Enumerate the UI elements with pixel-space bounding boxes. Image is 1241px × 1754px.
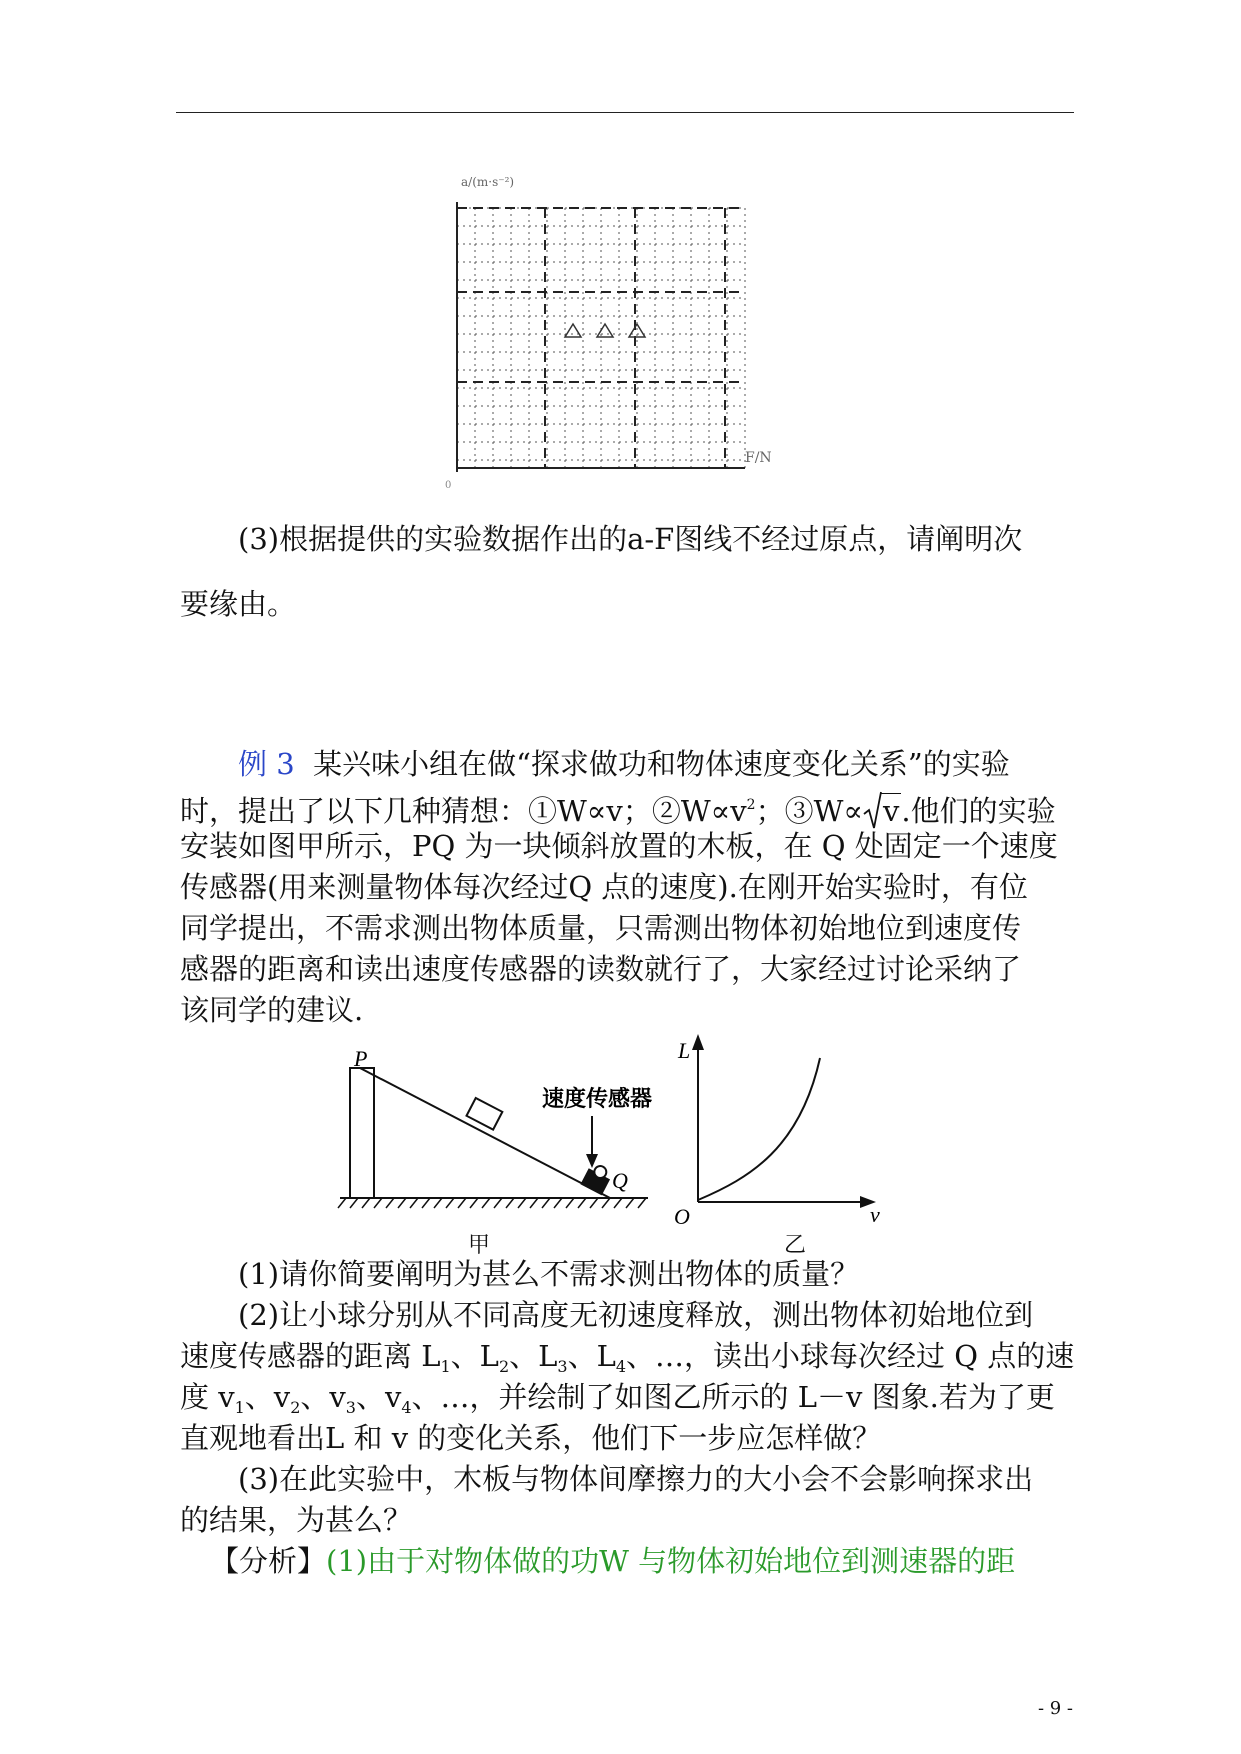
q3-text-line1: (3)根据提供的实验数据作出的a-F图线不经过原点，请阐明次 bbox=[238, 522, 1023, 556]
example-figures bbox=[330, 1028, 950, 1258]
question-2-line1: (2)让小球分别从不同高度无初速度释放，测出物体初始地位到 bbox=[238, 1298, 1034, 1332]
ground-hatch bbox=[614, 1198, 622, 1208]
ground-hatch bbox=[410, 1198, 418, 1208]
graph-x-label: F/N bbox=[745, 450, 772, 466]
data-triangles bbox=[565, 324, 645, 337]
graph-origin: 0 bbox=[445, 480, 452, 490]
wooden-block bbox=[467, 1098, 503, 1130]
l-v-curve bbox=[698, 1058, 820, 1200]
caption-yi: 乙 bbox=[784, 1233, 807, 1258]
q3-text-line2: 要缘由。 bbox=[180, 587, 297, 621]
ground-hatch bbox=[398, 1198, 406, 1208]
page-number: - 9 - bbox=[1037, 1698, 1073, 1719]
ground-hatch bbox=[602, 1198, 610, 1208]
ground-hatch bbox=[518, 1198, 526, 1208]
axis-v-label: v bbox=[870, 1202, 880, 1227]
ground-hatch bbox=[494, 1198, 502, 1208]
ground-hatch bbox=[386, 1198, 394, 1208]
ground-hatch bbox=[578, 1198, 586, 1208]
origin-label: O bbox=[674, 1204, 690, 1229]
ground-hatch bbox=[446, 1198, 454, 1208]
incline-figure-jia bbox=[330, 1028, 950, 1248]
question-3-line2: 的结果，为甚么？ bbox=[180, 1503, 413, 1537]
example-line6: 感器的距离和读出速度传感器的读数就行了，大家经过讨论采纳了 bbox=[180, 952, 1022, 986]
caption-jia: 甲 bbox=[468, 1233, 491, 1258]
question-2-line3: 度 $v_1$、$v_2$、$v_3$、$v_4$、…，并绘制了如图乙所示的 L－v 图象.若为了更 bbox=[180, 1380, 1055, 1417]
ground-hatch bbox=[458, 1198, 466, 1208]
ground-hatch bbox=[374, 1198, 382, 1208]
label-q: Q bbox=[612, 1168, 628, 1193]
example-line1: 例 3 某兴味小组在做“探求做功和物体速度变化关系”的实验 bbox=[238, 747, 1010, 781]
ground-hatch bbox=[566, 1198, 574, 1208]
ground-hatch bbox=[350, 1198, 358, 1208]
ground-hatch bbox=[554, 1198, 562, 1208]
analysis-label: 【分析】 bbox=[210, 1544, 327, 1578]
analysis-line bbox=[210, 1542, 1130, 1580]
support-post bbox=[350, 1068, 374, 1198]
ground-hatch bbox=[590, 1198, 598, 1208]
header-rule bbox=[176, 112, 1074, 113]
example-line7: 该同学的建议. bbox=[180, 993, 364, 1027]
sqrt-symbol: v bbox=[863, 792, 901, 830]
analysis-text: (1)由于对物体做的功W 与物体初始地位到测速器的距 bbox=[326, 1544, 1016, 1578]
axis-l-label: L bbox=[678, 1038, 691, 1063]
example-line4: 传感器(用来测量物体每次经过Q 点的速度).在刚开始实验时，有位 bbox=[180, 870, 1028, 904]
sensor-label: 速度传感器 bbox=[542, 1087, 653, 1112]
example-line5: 同学提出，不需求测出物体质量，只需测出物体初始地位到速度传 bbox=[180, 911, 1022, 945]
question-1: (1)请你简要阐明为甚么不需求测出物体的质量？ bbox=[238, 1257, 860, 1291]
ground-hatch bbox=[626, 1198, 634, 1208]
example-line2: 时，提出了以下几种猜想：①W∝v；$②W\propto v^2$；③W∝ v.他们的实验 bbox=[180, 794, 1056, 828]
ground-hatch bbox=[434, 1198, 442, 1208]
question-3-line1: (3)在此实验中，木板与物体间摩擦力的大小会不会影响探求出 bbox=[238, 1462, 1034, 1496]
example-line3: 安装如图甲所示，PQ 为一块倾斜放置的木板，在 Q 处固定一个速度 bbox=[180, 829, 1058, 863]
ground-hatch bbox=[470, 1198, 478, 1208]
ground-hatch bbox=[422, 1198, 430, 1208]
question-2-line4: 直观地看出L 和 v 的变化关系，他们下一步应怎样做？ bbox=[180, 1421, 882, 1455]
a-f-graph-figure bbox=[445, 172, 790, 490]
speed-sensor-icon bbox=[580, 1161, 613, 1195]
label-p: P bbox=[354, 1046, 368, 1071]
ground-hatch bbox=[338, 1198, 346, 1208]
ground-hatch bbox=[362, 1198, 370, 1208]
ground-hatch bbox=[542, 1198, 550, 1208]
example-label: 例 3 bbox=[238, 747, 295, 781]
ground-hatch bbox=[638, 1198, 646, 1208]
graph-y-label: a/(m·s⁻²) bbox=[461, 175, 515, 189]
question-2-line2: 速度传感器的距离 $L_1$、$L_2$、$L_3$、$L_4$、…，读出小球每次经过 Q 点的速 bbox=[180, 1339, 1075, 1376]
ground-hatch bbox=[530, 1198, 538, 1208]
ground-hatch bbox=[506, 1198, 514, 1208]
ground-hatch bbox=[482, 1198, 490, 1208]
